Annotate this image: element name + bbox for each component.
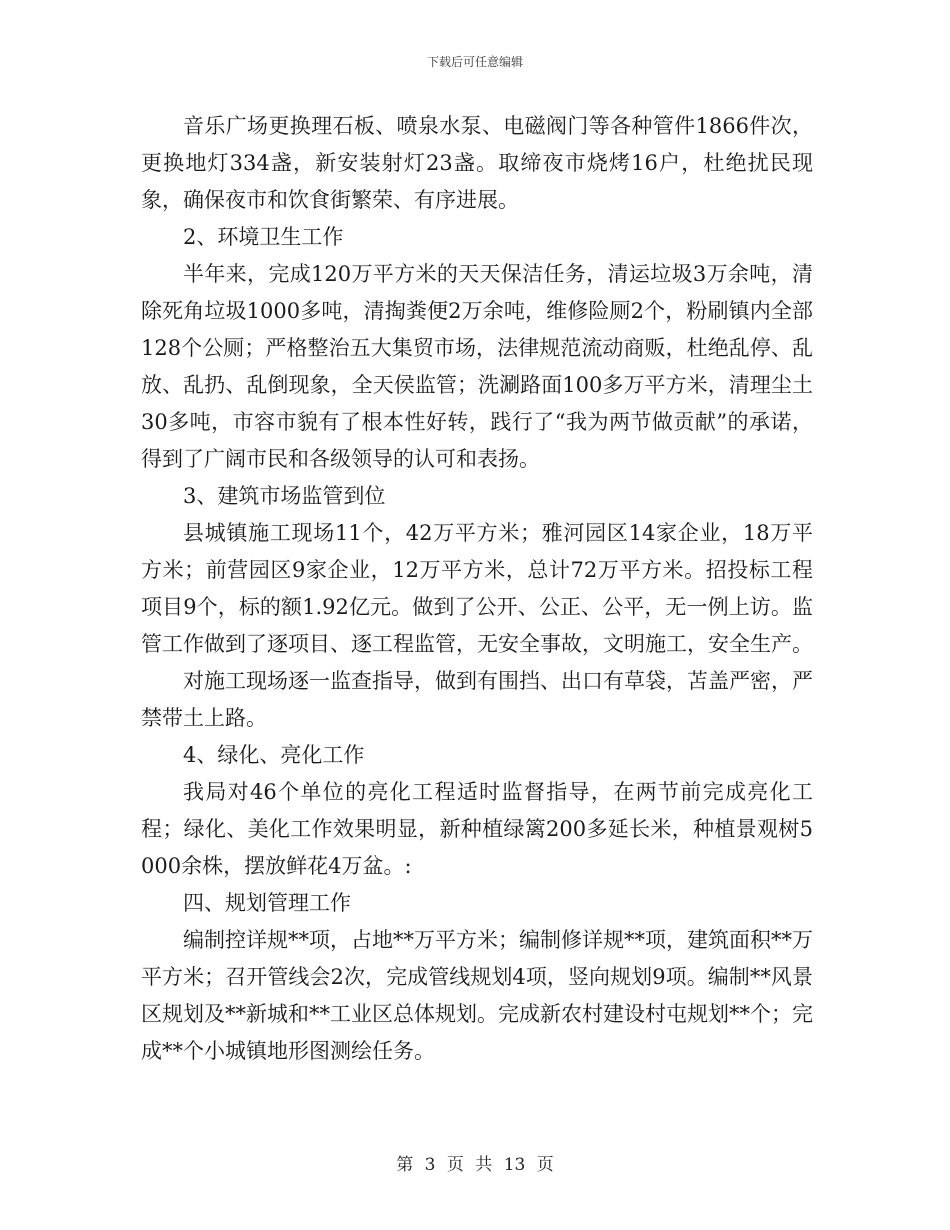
paragraph-planning-management: 编制控详规**项，占地**万平方米；编制修详规**项，建筑面积**万平方米；召开管线会2次，完成管线规划4项，竖向规划9项。编制**风景区规划及**新城和**工业区总体规划。完成新农村建设村屯规划**个；完成**个小城镇地形图测绘任务。	[141, 928, 813, 1063]
document-body	[141, 108, 813, 1070]
page-number-footer: 第 3 页 共 13 页	[396, 1155, 554, 1175]
heading-planning-management: 四、规划管理工作	[183, 891, 351, 915]
paragraph-site-inspection: 对施工现场逐一监查指导，做到有围挡、出口有草袋，苫盖严密，严禁带土上路。	[141, 669, 813, 730]
paragraph-environmental-sanitation: 半年来，完成120万平方米的天天保洁任务，清运垃圾3万余吨，清除死角垃圾1000多吨，清掏粪便2万余吨，维修险厕2个，粉刷镇内全部128个公厕；严格整治五大集贸市场，法律规范流动商贩，杜绝乱停、乱放、乱扔、乱倒现象，全天侯监管；洗涮路面100多万平方米，清理尘土30多吨，市容市貌有了根本性好转，践行了“我为两节做贡献”的承诺，得到了广阔市民和各级领导的认可和表扬。	[141, 262, 813, 471]
paragraph-music-square: 音乐广场更换理石板、喷泉水泵、电磁阀门等各种管件1866件次，更换地灯334盏，新安装射灯23盏。取缔夜市烧烤16户，杜绝扰民现象，确保夜市和饮食街繁荣、有序进展。	[141, 114, 813, 212]
paragraph-greening-lighting: 我局对46个单位的亮化工程适时监督指导，在两节前完成亮化工程；绿化、美化工作效果明显，新种植绿篱200多延长米，种植景观树5000余株，摆放鲜花4万盆。:	[141, 780, 813, 878]
heading-greening-lighting: 4、绿化、亮化工作	[183, 743, 365, 767]
paragraph-construction-market: 县城镇施工现场11个，42万平方米；雅河园区14家企业，18万平方米；前营园区9家企业，12万平方米，总计72万平方米。招投标工程项目9个，标的额1.92亿元。做到了公开、公正、公平，无一例上访。监管工作做到了逐项目、逐工程监管，无安全事故，文明施工，安全生产。	[141, 521, 813, 656]
page-header: 下载后可任意编辑	[426, 55, 523, 69]
heading-construction-market: 3、建筑市场监管到位	[183, 484, 386, 508]
heading-environmental-sanitation: 2、环境卫生工作	[183, 225, 344, 249]
